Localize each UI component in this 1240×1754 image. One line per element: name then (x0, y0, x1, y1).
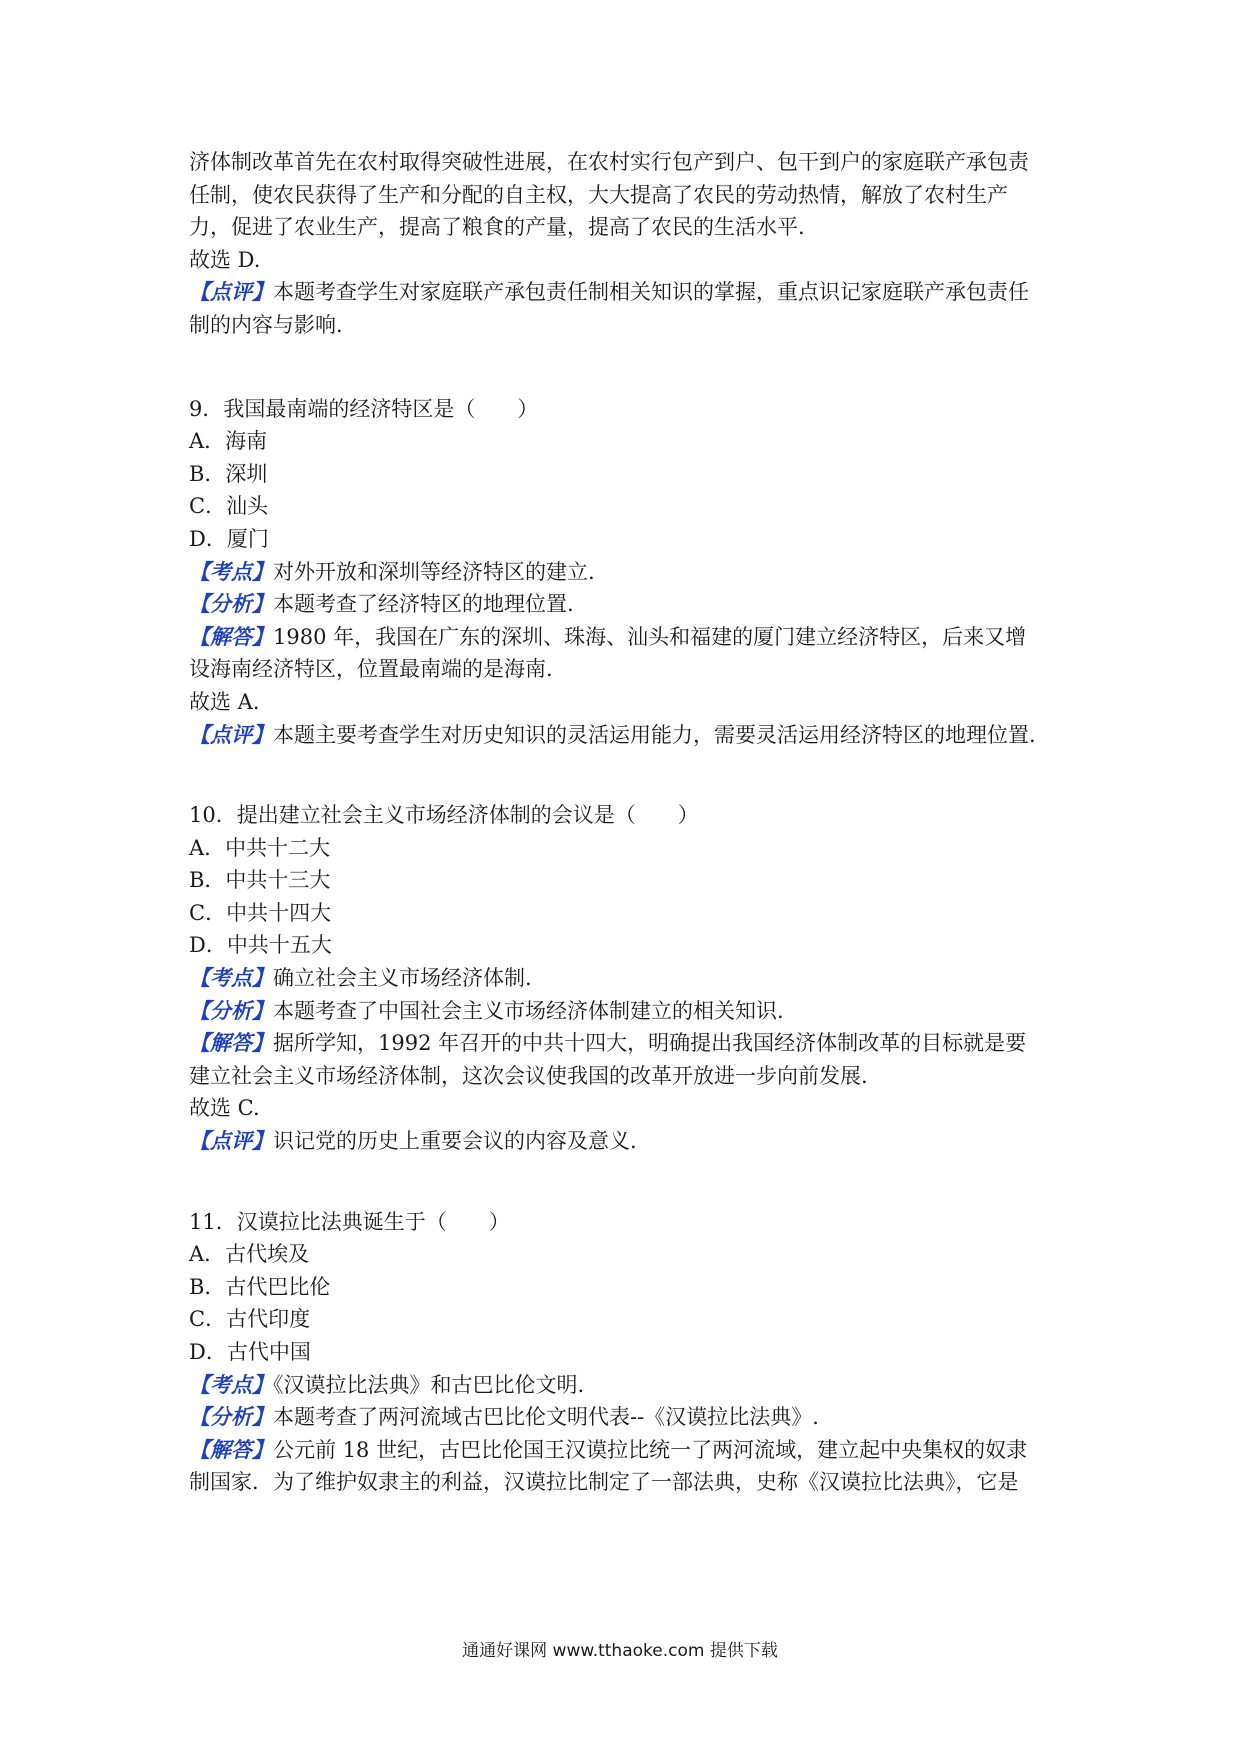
comment-tag: 【点评】 (189, 279, 273, 305)
answer-line: 故选 A. (189, 689, 260, 714)
dianping-line: 【点评】识记党的历史上重要会议的内容及意义. (189, 1128, 637, 1154)
intro-section (189, 146, 1069, 342)
page-footer: 通通好课网 www.tthaoke.com 提供下载 (462, 1641, 778, 1661)
text-line: 济体制改革首先在农村取得突破性进展，在农村实行包产到户、包干到户的家庭联产承包责 (189, 150, 1029, 174)
answer-line: 故选 C. (189, 1096, 260, 1121)
option-a: A．海南 (189, 429, 268, 454)
text-line: 制国家．为了维护奴隶主的利益，汉谟拉比制定了一部法典，史称《汉谟拉比法典》，它是 (189, 1470, 1019, 1495)
question-stem: 9．我国最南端的经济特区是（ ） (189, 396, 539, 421)
option-c: C．汕头 (189, 494, 269, 519)
dianping-tag: 【点评】 (189, 1128, 273, 1154)
document-page (189, 146, 1069, 1499)
question-11 (189, 1206, 1069, 1499)
option-c: C．古代印度 (189, 1307, 311, 1332)
option-b: B．古代巴比伦 (189, 1274, 331, 1299)
option-d: D．古代中国 (189, 1340, 311, 1364)
text-line: 建立社会主义市场经济体制，这次会议使我国的改革开放进一步向前发展. (189, 1063, 868, 1088)
option-d: D．中共十五大 (189, 933, 332, 958)
option-c: C．中共十四大 (189, 900, 332, 925)
question-9 (189, 393, 1069, 752)
jieda-tag: 【解答】 (189, 1436, 273, 1462)
question-stem: 10．提出建立社会主义市场经济体制的会议是（ ） (189, 803, 699, 828)
fenxi-tag: 【分析】 (189, 997, 273, 1023)
option-a: A．古代埃及 (189, 1242, 310, 1267)
kaodian-line: 【考点】对外开放和深圳等经济特区的建立. (189, 558, 595, 584)
jieda-line: 【解答】1980 年，我国在广东的深圳、珠海、汕头和福建的厦门建立经济特区，后来又增 (189, 623, 1027, 649)
jieda-tag: 【解答】 (189, 1030, 273, 1056)
text-line: 力，促进了农业生产，提高了粮食的产量，提高了农民的生活水平. (189, 215, 805, 240)
fenxi-tag: 【分析】 (189, 591, 273, 617)
option-a: A．中共十二大 (189, 835, 331, 860)
kaodian-tag: 【考点】 (189, 965, 273, 991)
fenxi-tag: 【分析】 (189, 1404, 273, 1430)
kaodian-tag: 【考点】 (189, 558, 273, 584)
kaodian-tag: 【考点】 (189, 1371, 273, 1397)
jieda-line: 【解答】据所学知，1992 年召开的中共十四大，明确提出我国经济体制改革的目标就是要 (189, 1030, 1027, 1056)
question-stem: 11．汉谟拉比法典诞生于（ ） (189, 1209, 510, 1234)
fenxi-line: 【分析】本题考查了中国社会主义市场经济体制建立的相关知识. (189, 997, 784, 1023)
text-line: 设海南经济特区，位置最南端的是海南. (189, 657, 553, 682)
text-line: 制的内容与影响. (189, 312, 343, 337)
kaodian-line: 【考点】《汉谟拉比法典》和古巴比伦文明. (189, 1371, 585, 1397)
option-b: B．深圳 (189, 461, 268, 486)
jieda-tag: 【解答】 (189, 623, 273, 649)
jieda-line: 【解答】公元前 18 世纪，古巴比伦国王汉谟拉比统一了两河流域，建立起中央集权的奴隶 (189, 1436, 1028, 1462)
option-d: D．厦门 (189, 526, 269, 551)
fenxi-line: 【分析】本题考查了两河流域古巴比伦文明代表--《汉谟拉比法典》. (189, 1404, 819, 1430)
comment-line: 【点评】本题考查学生对家庭联产承包责任制相关知识的掌握，重点识记家庭联产承包责任 (189, 279, 1029, 305)
dianping-line: 【点评】本题主要考查学生对历史知识的灵活运用能力，需要灵活运用经济特区的地理位置. (189, 721, 1036, 747)
answer-line: 故选 D. (189, 247, 261, 272)
dianping-tag: 【点评】 (189, 721, 273, 747)
text-line: 任制，使农民获得了生产和分配的自主权，大大提高了农民的劳动热情，解放了农村生产 (189, 182, 1008, 207)
question-10 (189, 799, 1069, 1158)
option-b: B．中共十三大 (189, 868, 331, 893)
fenxi-line: 【分析】本题考查了经济特区的地理位置. (189, 591, 574, 617)
kaodian-line: 【考点】确立社会主义市场经济体制. (189, 965, 532, 991)
